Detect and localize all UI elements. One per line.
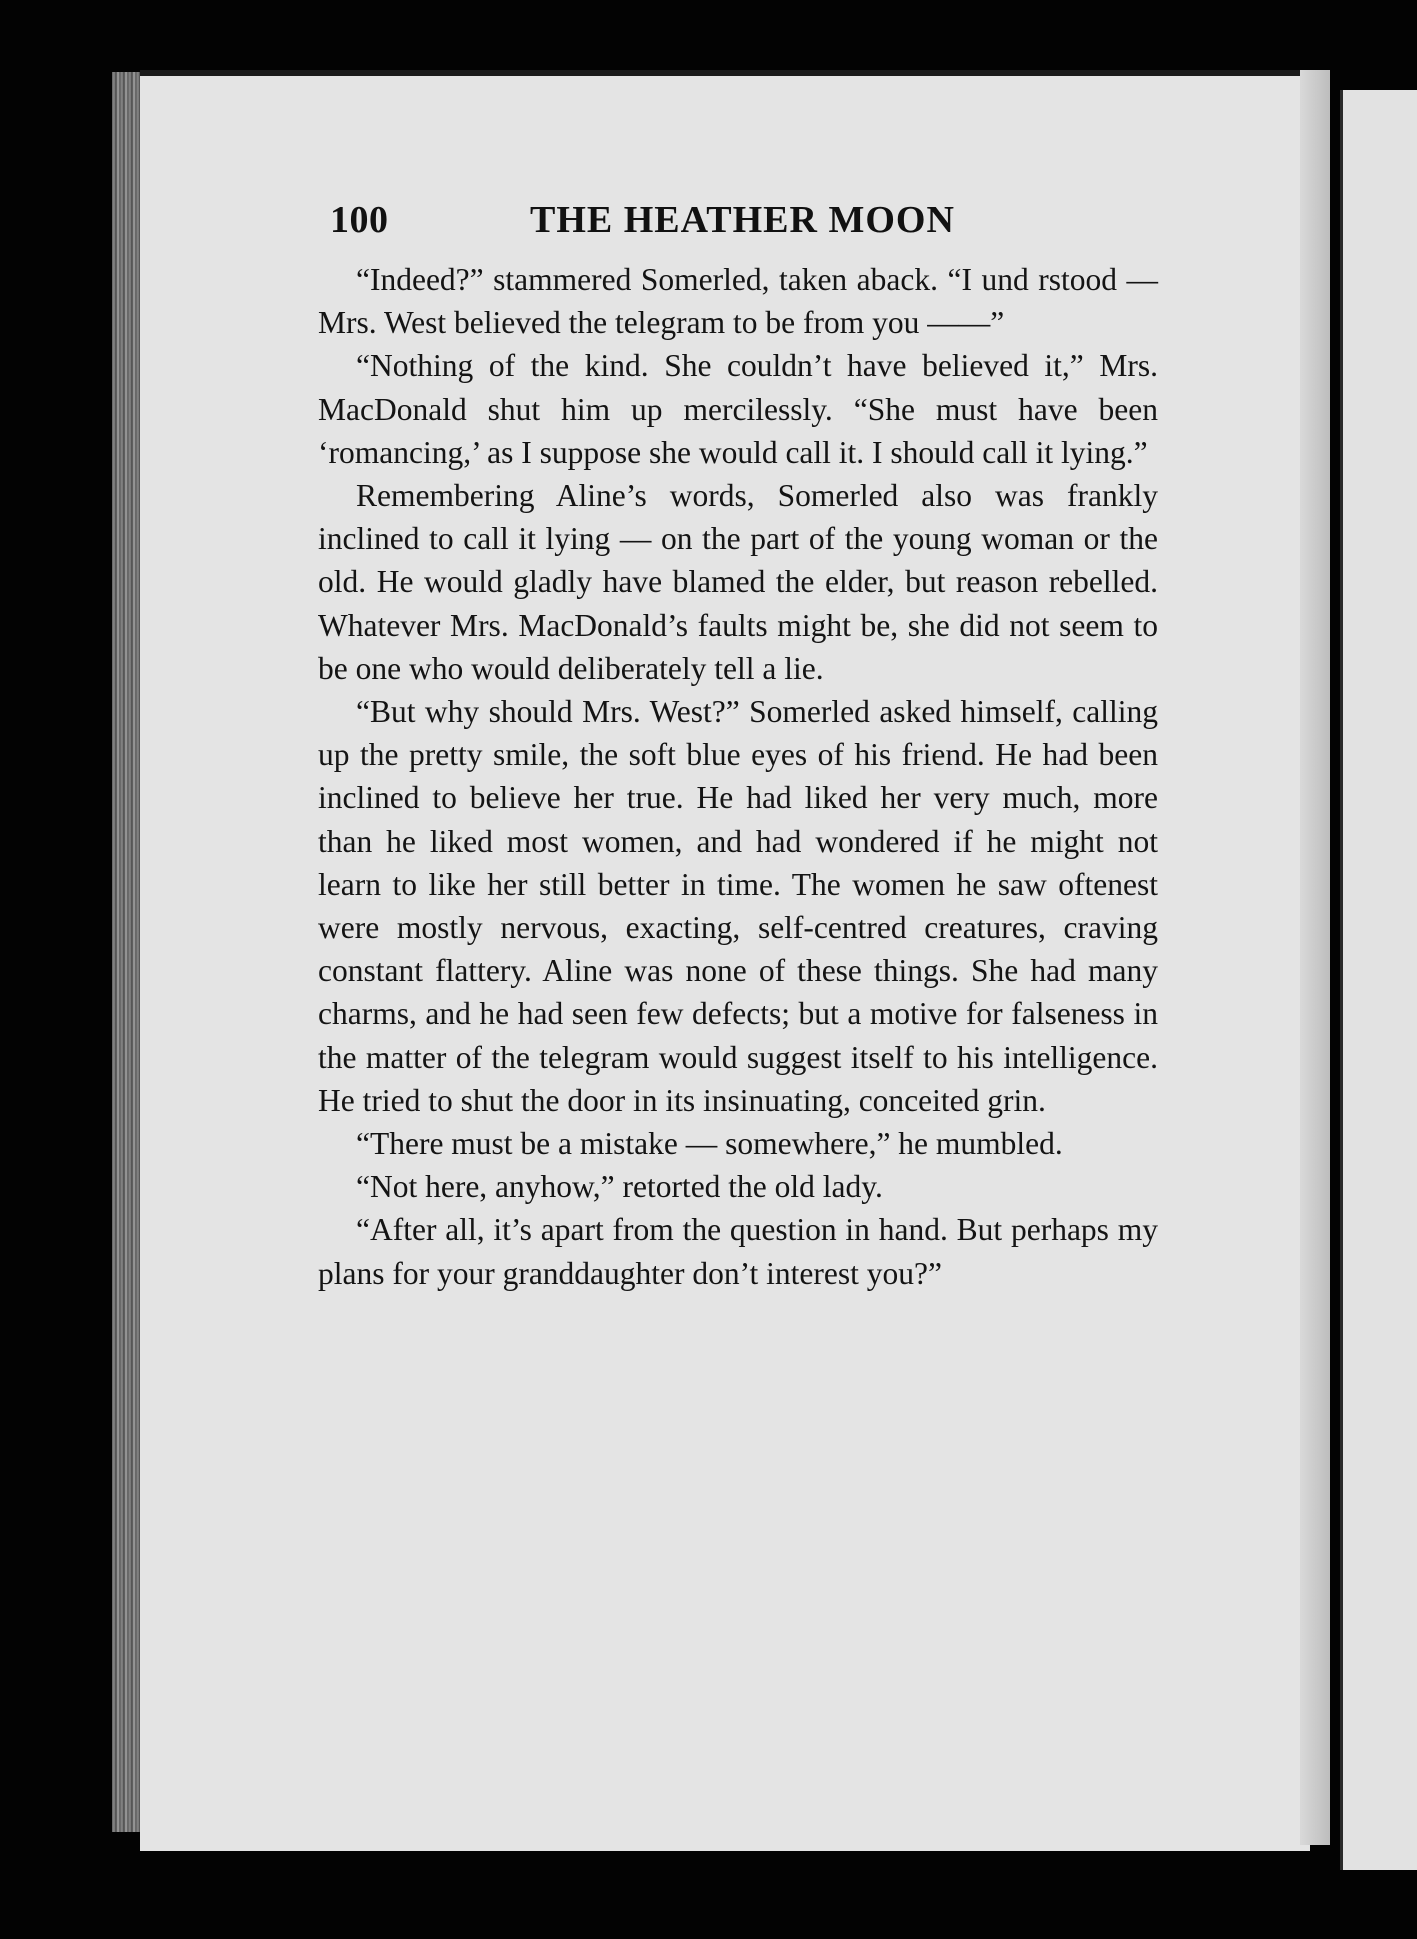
paragraph: Remembering Aline’s words, Somerled also was frankly inclined to call it lying — on the part of the young woman or the old. He would gladly have blamed the elder, but reason rebelled. Whatever Mrs. MacDonald’s faults might be, she did not seem to be one who would deliberately tell a lie. (318, 478, 1158, 686)
page-number: 100 (330, 199, 389, 241)
paragraph: “But why should Mrs. West?” Somerled asked himself, calling up the pretty smile, the soft blue eyes of his friend. He had been inclined to believe her true. He had liked her very much, more than he liked most women, and had wondered if he might not learn to like her still better in time. The women he saw oftenest were mostly nervous, exacting, self-centred creatures, craving constant flattery. Aline was none of these things. She had many charms, and he had seen few defects; but a motive for falseness in the matter of the telegram would suggest itself to his intelligence. He tried to shut the door in its insinuating, conceited grin. (318, 694, 1158, 1118)
body-text (318, 258, 1158, 1295)
paragraph: “There must be a mistake — somewhere,” he mumbled. (356, 1126, 1063, 1162)
paragraph: “Not here, anyhow,” retorted the old lady. (356, 1169, 883, 1205)
page-header (330, 198, 1160, 248)
facing-page-edge (1340, 90, 1417, 1870)
page-gutter-shadow (1300, 70, 1330, 1845)
paragraph: “Nothing of the kind. She couldn’t have believed it,” Mrs. MacDonald shut him up mercilessly. “She must have been ‘romancing,’ as I suppose she would call it. I should call it lying.” (318, 348, 1158, 470)
running-title: THE HEATHER MOON (530, 199, 955, 241)
paragraph: “Indeed?” stammered Somerled, taken aback. “I und rstood — Mrs. West believed the telegram to be from you ——” (318, 262, 1158, 341)
paragraph: “After all, it’s apart from the question in hand. But perhaps my plans for your granddaughter don’t interest you?” (318, 1212, 1158, 1291)
